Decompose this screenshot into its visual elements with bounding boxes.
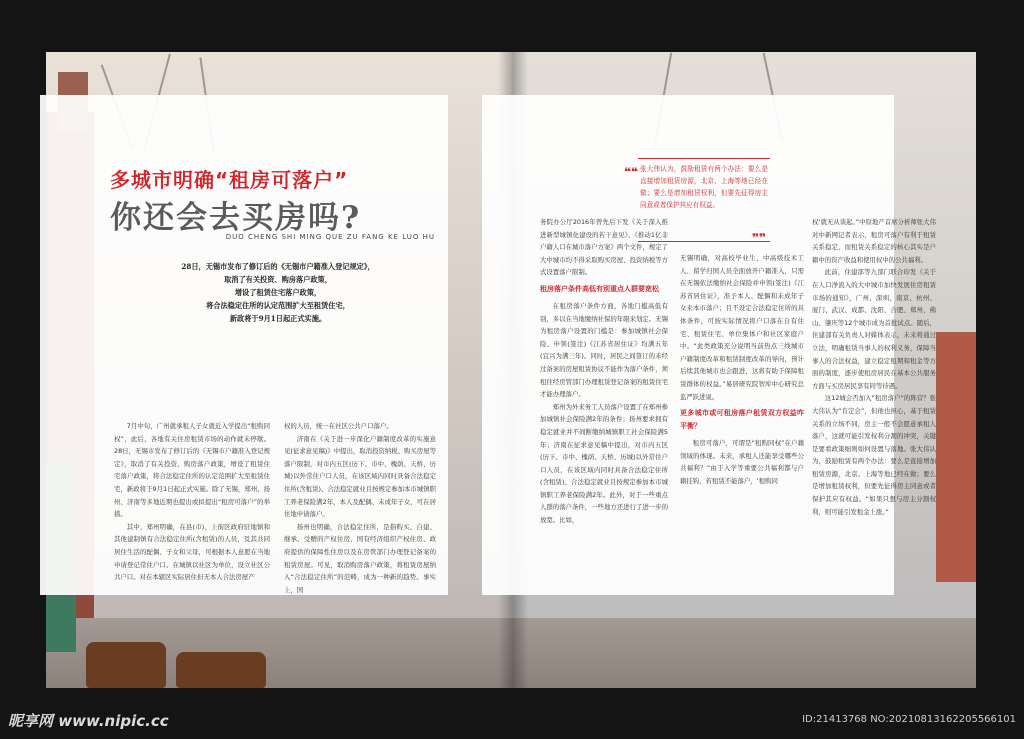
body-paragraph: 扬州也明确，合法稳定住所，是指购买、自建、继承、受赠的产权住房、国有经济组织产权住房、政府提供的保障性住房以及在房管部门办理登记备案的租赁房屋。可见，取消购房落户政策，将租赁房屋纳入“合法稳定住所”的范畴，成为一种新的趋势。事实上，国 (284, 522, 436, 594)
quote-close-icon: ❞❞ (752, 231, 767, 245)
section-heading: 更多城市或可租房落户租赁双方权益咋平衡？ (680, 409, 804, 431)
body-paragraph: 7月中旬，广州就承租人子女就近入学提出“租购同权”，此后，各地有关住房租赁市场的动作就未停歇。28日，无锡市发布了修订后的《无锡市户籍准入登记规定》，取消了有关投资、购房落户政策，增设了租赁住宅落户政策，将合法稳定住所的认定范围扩大至租赁住宅，新政将于9月1日起正式实施。除了无锡，郑州、扬州、济南等多地近期也提出或拟提出“租房可落户”的举措。 (114, 422, 270, 519)
body-column-1 (114, 420, 270, 620)
body-column-3 (540, 216, 668, 608)
street-ground (512, 618, 976, 688)
lead-line: 28日，无锡市发布了修订后的《无锡市户籍准入登记规定》， (181, 262, 375, 271)
wooden-barrel (176, 652, 266, 688)
body-paragraph: 郑州为外来务工人员落户设置了在郑州参加城镇社会保险满2年的条件；扬州要求拥有稳定就业并不间断缴纳城镇职工社会保险满5年；济南在征求意见稿中提出，对市内五区(历下、市中、槐荫、天桥、历城)以外常住户口人员，在该区域内同时具备合法稳定住所(含租赁)、合法稳定就业且按规定参加本市城镇职工养老保险满2年。此外，对于一些重点人群的落户条件，一些地方还进行了进一步的放宽。比如， (540, 402, 668, 525)
body-paragraph: 权的人员，统一在社区公共户口落户。 (284, 422, 393, 430)
body-paragraph: 务院办公厅2016年曾先后下发《关于深入推进新型城镇化建设的若干意见》、《推动1亿非户籍人口在城市落户方案》两个文件，规定了大中城市均不得采取购买房屋、投资纳税等方式设置落户限制。 (540, 218, 668, 277)
site-watermark (8, 710, 169, 731)
body-paragraph: 在租房落户条件方面，各地门槛高低有别，多以在当地缴纳社保的年限来划定。无锡为租房落户设置的门槛是：参加城镇社会保险、申领(签注)《江苏省居住证》均满五年(宜兴为满三年)。同时，居民之间签订的未经过备案的房屋租赁协议不能作为落户条件，须租住经房管部门办理租赁登记备案的租赁住宅才能办理落户。 (540, 301, 668, 399)
body-paragraph: 租房可落户，可谓是“租购同权”在户籍领域的体现。未来，承租人还能享受哪些公共福利？“由于入学等重要公共福利都与户籍挂钩，若租赁不能落户，‘租购同 (680, 439, 804, 485)
body-paragraph: 此前，住建部等九部门联合印发《关于在人口净流入的大中城市加快发展住房租赁市场的通知》，广州、深圳、南京、杭州、厦门、武汉、成都、沈阳、合肥、郑州、佛山、肇庆等12个城市成为首批试点。随后，住建部有关负责人对媒体表示，未来将通过立法，明确租赁当事人的权利义务，保障当事人的合法权益，建立稳定租期和租金等方面的制度，逐步使租房居民在基本公共服务方面与买房居民享有同等待遇。 (812, 268, 936, 390)
site-name: 昵享网 (8, 712, 54, 730)
lead-paragraph (128, 260, 428, 325)
body-paragraph: 无锡明确，对高校毕业生、中高级技术工人、留学归国人员全面放开户籍准入，只需在无锡依法缴纳社会保险并申领(签注)《江苏省居住证》，准予本人、配偶和未成年子女来本市落户；且不设定合法稳定住所的具体条件，可按实际情况将户口落在自有住宅、租赁住宅、单位集体户和社区家庭户中。“此类政策充分说明当前热点三线城市户籍制度改革和租赁制度改革的导向，预计后续其他城市也会跟进，这将有助于保障租赁群体的权益。”易居研究院智库中心研究总监严跃进说。 (680, 254, 804, 401)
site-url: www.nipic.cc (58, 712, 169, 730)
wooden-barrel (86, 642, 166, 688)
lead-line: 增设了租赁住宅落户政策， (234, 288, 322, 297)
lead-line: 新政将于9月1日起正式实施。 (229, 314, 327, 323)
body-paragraph: 权’就无从谈起。”中原地产首席分析师张大伟对中新网记者表示，租房可落户有利于租赁关系稳定，而租赁关系稳定的核心其实是户籍中的资产收益和使用权中的公共福利。 (812, 218, 936, 264)
pull-quote-text: 张大伟认为，鼓励租赁有两个办法：要么是直接增加租赁房源，北京、上海等地已经在做；要么是增加租赁权利，但要先征得房主同意或者保护其应有权益。 (640, 165, 768, 209)
body-column-4 (680, 252, 804, 608)
quote-open-icon: ❝❝ (624, 165, 639, 179)
pull-quote (638, 158, 770, 245)
lead-line: 将合法稳定住所的认定范围扩大至租赁住宅， (206, 301, 350, 310)
body-paragraph: 济南在《关于进一步深化户籍制度改革的实施意见(征求意见稿)》中提出，取消投资纳税、购买房屋等落户限制，对市内五区(历下、市中、槐荫、天桥、历城)以外常住户口人员，在该区域内同时具备合法稳定住所(含租赁)、合法稳定就业且按规定参加本市城镇职工养老保险满2年，本人及配偶、未成年子女，可在居住地申请落户。 (284, 434, 436, 519)
body-column-2 (284, 420, 436, 620)
european-building (936, 332, 976, 582)
body-paragraph: 其中，郑州明确，在县(市)、上街区政府驻地镇和其他建制镇有合法稳定住所(含租赁)的人员，及其共同居住生活的配偶、子女和父母，可根据本人意愿在当地申请登记常住户口。在城镇以社区为单位，设立社区公共户口。对在本辖区实际居住但无本人合法房屋产 (114, 522, 270, 582)
body-paragraph: 这12城会否加入“租房落户”的阵营？张大伟认为“肯定会”，但他也担心，基于租赁关系的立场不同，房主一般不会愿意承租人落户，这就可能引发权利分割的冲突，关键是要看政策细则如何设置与落地。张大伟认为，鼓励租赁有两个办法：要么是直接增加租赁房源，北京、上海等地已经在做；要么是增加租赁权利，但要先征得房主同意或者保护其应有权益。“如果只想与房主分割权利，则可能引发租金上涨。” (812, 394, 936, 516)
lead-line: 取消了有关投资、购房落户政策， (224, 275, 332, 284)
article-subtitle: 你还会去买房吗? (110, 200, 362, 236)
body-column-5 (812, 216, 936, 608)
title-pinyin: DUO CHENG SHI MING QUE ZU FANG KE LUO HU (225, 233, 435, 241)
image-id-watermark: ID:21413768 NO:20210813162205566101 (802, 714, 1016, 725)
article-title: 多城市明确“租房可落户” (110, 168, 349, 192)
section-heading: 租房落户条件高低有别重点人群要宽松 (540, 284, 659, 293)
